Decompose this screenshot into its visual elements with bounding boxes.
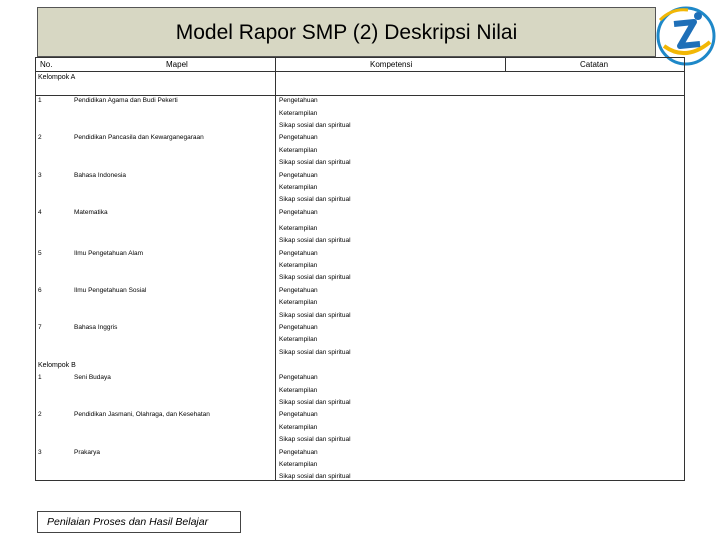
competency-knowledge: Pengetahuan — [279, 134, 318, 141]
competency-attitude: Sikap sosial dan spiritual — [279, 436, 351, 443]
competency-knowledge: Pengetahuan — [279, 287, 318, 294]
competency-knowledge: Pengetahuan — [279, 172, 318, 179]
title-bar — [37, 7, 656, 57]
row-subject: Bahasa Inggris — [74, 324, 118, 331]
group-label-b: Kelompok B — [38, 362, 76, 369]
row-no: 7 — [38, 324, 42, 331]
competency-attitude: Sikap sosial dan spiritual — [279, 237, 351, 244]
competency-skills: Keterampilan — [279, 110, 318, 117]
competency-skills: Keterampilan — [279, 387, 318, 394]
competency-skills: Keterampilan — [279, 336, 318, 343]
row-no: 1 — [38, 97, 42, 104]
column-divider — [275, 58, 276, 481]
row-subject: Pendidikan Jasmani, Olahraga, dan Kesehatan — [74, 411, 210, 418]
competency-skills: Keterampilan — [279, 184, 318, 191]
header-no: No. — [40, 60, 53, 69]
competency-knowledge: Pengetahuan — [279, 374, 318, 381]
row-no: 1 — [38, 374, 42, 381]
footer-note: Penilaian Proses dan Hasil Belajar — [37, 511, 241, 533]
competency-skills: Keterampilan — [279, 424, 318, 431]
header-divider — [35, 71, 685, 72]
competency-skills: Keterampilan — [279, 225, 318, 232]
competency-attitude: Sikap sosial dan spiritual — [279, 274, 351, 281]
competency-knowledge: Pengetahuan — [279, 449, 318, 456]
competency-skills: Keterampilan — [279, 262, 318, 269]
row-no: 6 — [38, 287, 42, 294]
competency-knowledge: Pengetahuan — [279, 411, 318, 418]
page-title: Model Rapor SMP (2) Deskripsi Nilai — [175, 21, 518, 44]
competency-skills: Keterampilan — [279, 461, 318, 468]
row-subject: Ilmu Pengetahuan Sosial — [74, 287, 147, 294]
header-kompetensi: Kompetensi — [370, 60, 413, 69]
competency-knowledge: Pengetahuan — [279, 97, 318, 104]
competency-knowledge: Pengetahuan — [279, 250, 318, 257]
competency-attitude: Sikap sosial dan spiritual — [279, 312, 351, 319]
competency-skills: Keterampilan — [279, 147, 318, 154]
row-no: 2 — [38, 411, 42, 418]
row-no: 3 — [38, 449, 42, 456]
competency-skills: Keterampilan — [279, 299, 318, 306]
group-label-a: Kelompok A — [38, 74, 76, 81]
header-mapel: Mapel — [166, 60, 188, 69]
column-divider — [505, 58, 506, 72]
row-no: 5 — [38, 250, 42, 257]
competency-attitude: Sikap sosial dan spiritual — [279, 122, 351, 129]
row-subject: Matematika — [74, 209, 108, 216]
header-catatan: Catatan — [580, 60, 609, 69]
competency-attitude: Sikap sosial dan spiritual — [279, 196, 351, 203]
row-subject: Prakarya — [74, 449, 101, 456]
row-subject: Pendidikan Agama dan Budi Pekerti — [74, 97, 178, 104]
row-no: 3 — [38, 172, 42, 179]
competency-attitude: Sikap sosial dan spiritual — [279, 399, 351, 406]
row-no: 4 — [38, 209, 42, 216]
row-subject: Ilmu Pengetahuan Alam — [74, 250, 144, 257]
row-no: 2 — [38, 134, 42, 141]
competency-knowledge: Pengetahuan — [279, 324, 318, 331]
row-subject: Bahasa Indonesia — [74, 172, 127, 179]
competency-attitude: Sikap sosial dan spiritual — [279, 159, 351, 166]
competency-attitude: Sikap sosial dan spiritual — [279, 473, 351, 480]
row-subject: Seni Budaya — [74, 374, 111, 381]
competency-knowledge: Pengetahuan — [279, 209, 318, 216]
row-subject: Pendidikan Pancasila dan Kewarganegaraan — [74, 134, 204, 141]
competency-attitude: Sikap sosial dan spiritual — [279, 349, 351, 356]
